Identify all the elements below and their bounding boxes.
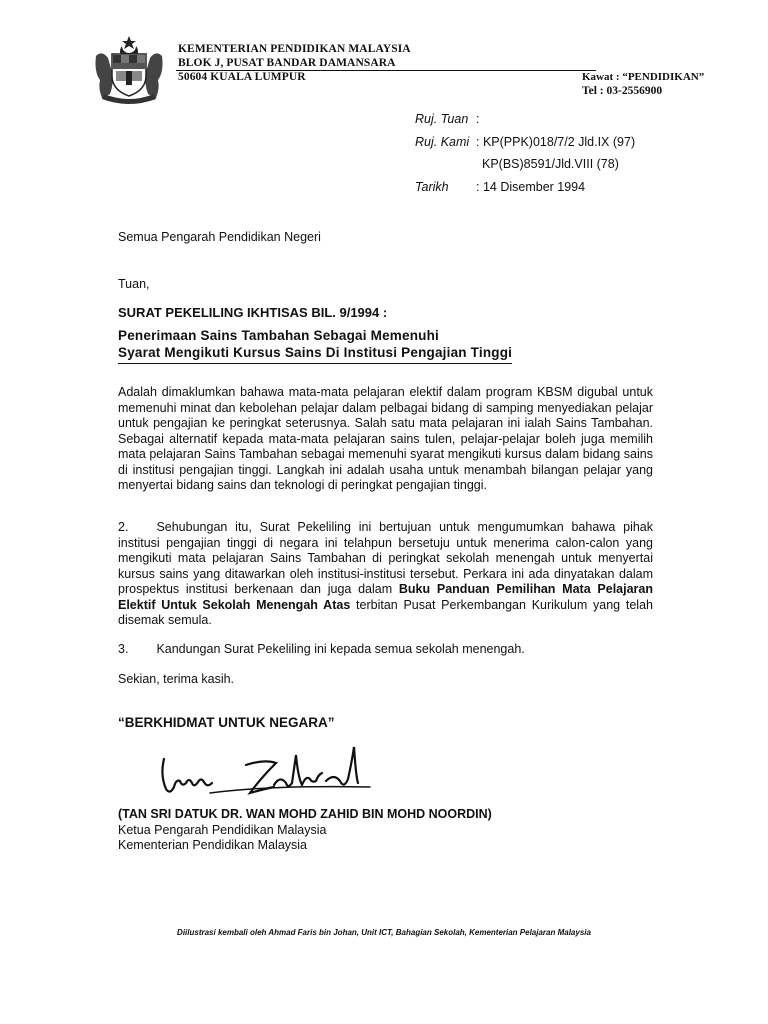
signature <box>150 745 390 805</box>
telegram-address: Kawat : “PENDIDIKAN” <box>582 71 705 83</box>
paragraph-2-number: 2. <box>118 520 129 534</box>
paragraph-3-text: Kandungan Surat Pekeliling ini kepada semua sekolah menengah. <box>156 642 525 656</box>
subject-line-1: Penerimaan Sains Tambahan Sebagai Memenuhi <box>118 327 439 343</box>
paragraph-3 <box>118 642 653 658</box>
ruj-kami-label: Ruj. Kami <box>415 134 470 149</box>
subject-title: SURAT PEKELILING IKHTISAS BIL. 9/1994 : <box>118 305 388 320</box>
subject-line-2: Syarat Mengikuti Kursus Sains Di Institusi Pengajian Tinggi <box>118 344 512 364</box>
paragraph-3-number: 3. <box>118 642 129 656</box>
signatory-title: Ketua Pengarah Pendidikan Malaysia <box>118 822 327 837</box>
telephone-number: Tel : 03-2556900 <box>582 85 663 97</box>
ruj-tuan-label: Ruj. Tuan <box>415 112 469 126</box>
ruj-kami-value-2: KP(BS)8591/Jld.VIII (78) <box>482 157 619 171</box>
ruj-kami-value: : KP(PPK)018/7/2 Jld.IX (97) <box>476 134 636 149</box>
salutation: Tuan, <box>118 277 150 291</box>
paragraph-2-text: Sehubungan itu, Surat Pekeliling ini bertujuan untuk mengumumkan bahawa pihak institusi pengajian tinggi di negara ini telahpun bersetuju untuk menerima calon-calon yang mengikuti mata pelajaran Sains Tambahan di peringkat sekolah menengah untuk menyertai kursus sains yang ditawarkan oleh institusi-institusi tersebut. Perkara ini ada dinyatakan dalam prospektus institusi berkenaan dan juga dalam <box>118 520 653 596</box>
ruj-tuan-value: : <box>476 112 480 126</box>
recipient: Semua Pengarah Pendidikan Negeri <box>118 230 321 244</box>
signatory-name: (TAN SRI DATUK DR. WAN MOHD ZAHID BIN MOHD NOORDIN) <box>118 807 492 821</box>
footer-credit: Diilustrasi kembali oleh Ahmad Faris bin Johan, Unit ICT, Bahagian Sekolah, Kementerian Pelajaran Malaysia <box>177 928 591 937</box>
tarikh-value: : 14 Disember 1994 <box>476 179 586 194</box>
paragraph-2-book-title: Buku Panduan Pemilihan Mata Pelajaran Elektif Untuk Sekolah Menengah Atas <box>118 582 653 612</box>
subject-block <box>118 305 653 364</box>
address-line-1: BLOK J, PUSAT BANDAR DAMANSARA <box>178 57 396 69</box>
closing: Sekian, terima kasih. <box>118 672 235 686</box>
paragraph-1-text: Adalah dimaklumkan bahawa mata-mata pelajaran elektif dalam program KBSM digubal untuk memenuhi minat dan kebolehan pelajar dalam pelbagai bidang di samping menyediakan pelajar untuk pengajian ke peringkat seterusnya. Salah satu mata pelajaran ini ialah Sains Tambahan. Sebagai alternatif kepada mata-mata pelajaran sains tulen, pelajar-pelajar boleh juga memilih mata pelajaran Sains Tambahan sebagai memenuhi syarat mengikuti kursus dalam bidang sains di institusi pengajian tinggi. Langkah ini adalah usaha untuk menambah bilangan pelajar yang menyertai bidang sains dan teknologi di peringkat pengajian tinggi. <box>118 385 653 492</box>
tarikh-label: Tarikh <box>415 179 449 194</box>
coat-of-arms-logo <box>90 34 168 104</box>
reference-block <box>415 108 635 198</box>
signatory-block <box>118 807 653 854</box>
paragraph-2 <box>118 520 653 629</box>
paragraph-1 <box>118 385 653 494</box>
motto: “BERKHIDMAT UNTUK NEGARA” <box>118 715 335 730</box>
ministry-name: KEMENTERIAN PENDIDIKAN MALAYSIA <box>178 43 411 55</box>
paragraph-2-text-end: terbitan Pusat Perkembangan Kurikulum yang telah disemak semula. <box>118 597 653 627</box>
ministry-address <box>178 42 411 84</box>
signatory-organisation: Kementerian Pendidikan Malaysia <box>118 838 307 852</box>
address-line-2: 50604 KUALA LUMPUR <box>178 71 306 83</box>
letterhead-divider <box>176 70 596 71</box>
contact-info <box>582 70 704 98</box>
